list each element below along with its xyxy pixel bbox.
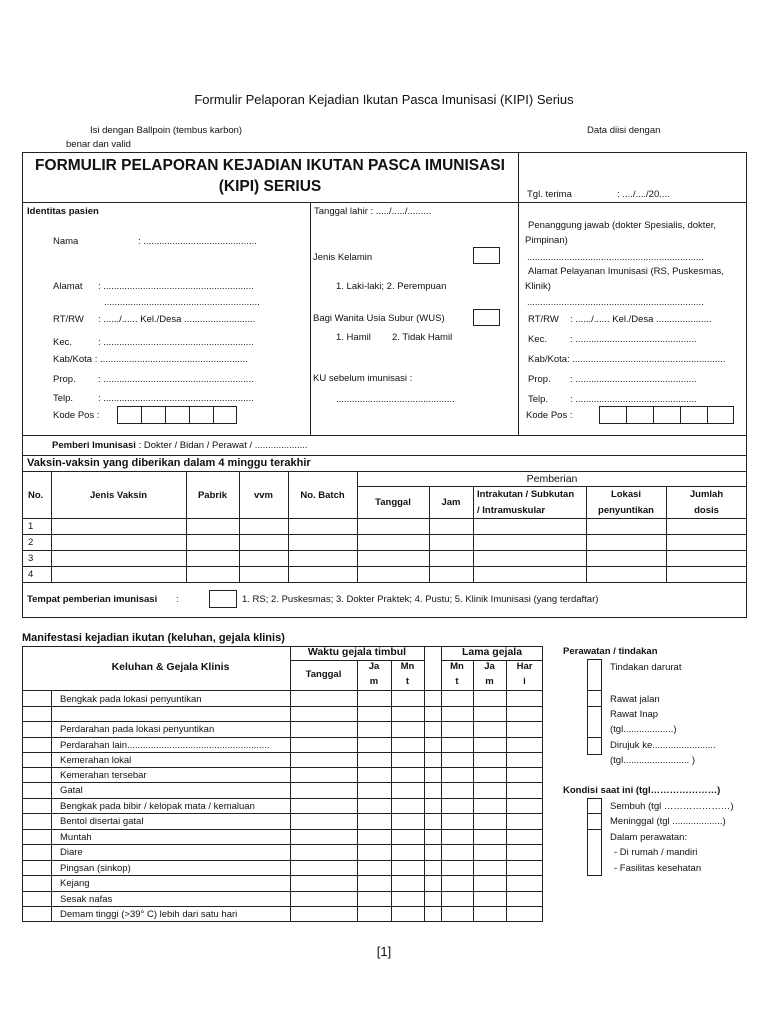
alamat-label: Alamat (53, 281, 83, 292)
pemberi-label: Pemberi Imunisasi (52, 440, 136, 451)
lama-header: Lama gejala (461, 646, 523, 658)
symptom-item: Pingsan (sinkop) (60, 863, 131, 874)
kec-field[interactable]: : ......................................................... (98, 337, 254, 348)
telp-field[interactable]: : ......................................................... (98, 393, 254, 404)
rtrw-field[interactable]: : ....../...... Kel./Desa ........................... (98, 314, 256, 325)
wus-option-hamil: 1. Hamil (336, 332, 371, 343)
note-valid: benar dan valid (66, 139, 131, 150)
kondisi-item: Meninggal (tgl ...................) (610, 816, 726, 827)
pemberi-row (52, 440, 308, 451)
vaksin-row-no: 2 (28, 537, 34, 548)
vaksin-row-no: 1 (28, 521, 34, 532)
kondisi-item: - Di rumah / mandiri (614, 847, 698, 858)
form-title-line1: FORMULIR PELAPORAN KEJADIAN IKUTAN PASCA IMUNISASI (35, 157, 505, 174)
r-rtrw-field[interactable]: : ....../...... Kel./Desa ..................... (570, 314, 712, 325)
r-telp-field[interactable]: : .............................................. (570, 394, 697, 405)
perawatan-item: Dirujuk ke........................ (610, 740, 716, 751)
jenis-kelamin-label: Jenis Kelamin (313, 252, 373, 263)
kondisi-item: Sembuh (tgl …………………) (610, 801, 734, 812)
page-title: Formulir Pelaporan Kejadian Ikutan Pasca Imunisasi (KIPI) Serius (194, 92, 574, 107)
col-jumlah-line1: Jumlah (689, 489, 724, 500)
symptom-item: Kemerahan lokal (60, 755, 132, 766)
nama-field[interactable]: : ........................................... (138, 236, 257, 247)
m-col-mnt-2: t (405, 676, 410, 687)
note-ballpoint: Isi dengan Ballpoin (tembus karbon) (90, 125, 243, 136)
r-prop-field[interactable]: : .............................................. (570, 374, 697, 385)
alamat-field[interactable]: : ......................................................... (98, 281, 254, 292)
r-telp-label: Telp. (528, 394, 549, 405)
symptom-item: Sesak nafas (60, 894, 113, 905)
tempat-box[interactable] (209, 590, 237, 608)
tgl-terima-label: Tgl. terima (527, 189, 572, 200)
symptom-item: Bengkak pada lokasi penyuntikan (60, 694, 202, 705)
telp-label: Telp. (53, 393, 74, 404)
perawatan-item: Tindakan darurat (610, 662, 682, 673)
r-kec-field[interactable]: : .............................................. (570, 334, 697, 345)
rtrw-label: RT/RW (53, 314, 84, 325)
col-intra-line1: Intrakutan / Subkutan (477, 489, 575, 500)
symptom-item: Bengkak pada bibir / kelopak mata / kemaluan (60, 801, 255, 812)
wus-box[interactable] (473, 309, 500, 326)
col-lokasi-line2: penyuntikan (598, 505, 654, 516)
r-kec-label: Kec. (528, 334, 548, 345)
jenis-kelamin-options: 1. Laki-laki; 2. Perempuan (336, 281, 447, 292)
note-data-diisi: Data diisi dengan (587, 125, 661, 136)
r-kabkota-field[interactable]: Kab/Kota: .......................................................... (528, 354, 726, 365)
prop-label: Prop. (53, 374, 76, 385)
col-no-batch: No. Batch (300, 490, 345, 501)
wus-label: Bagi Wanita Usia Subur (WUS) (313, 313, 445, 324)
penanggung-label: Penanggung jawab (dokter Spesialis, dokter, (528, 220, 717, 231)
pemberi-field[interactable]: : Dokter / Bidan / Perawat / .................... (135, 440, 308, 451)
patient-heading: Identitas pasien (27, 206, 99, 217)
perawatan-checkbox-column[interactable] (587, 659, 602, 755)
penanggung-field[interactable]: ................................................................... (527, 252, 704, 263)
col-no: No. (28, 490, 44, 501)
l-col-mnt-1: Mn (450, 661, 464, 672)
kabkota-field[interactable]: Kab/Kota : ........................................................ (53, 354, 248, 365)
alamat-pelayanan-label-2: Klinik) (525, 281, 551, 292)
kondisi-checkbox-column[interactable] (587, 798, 602, 876)
prop-field[interactable]: : ......................................................... (98, 374, 254, 385)
perawatan-item: Rawat Inap (610, 709, 659, 720)
symptom-item: Gatal (60, 785, 83, 796)
col-jumlah-line2: dosis (694, 505, 719, 516)
r-kodepos-label: Kode Pos : (526, 410, 573, 421)
alamat-pelayanan-label: Alamat Pelayanan Imunisasi (RS, Puskesmas, (528, 266, 724, 277)
kondisi-item: Dalam perawatan: (610, 832, 688, 843)
vaksin-heading: Vaksin-vaksin yang diberikan dalam 4 minggu terakhir (27, 457, 311, 469)
col-jenis-vaksin: Jenis Vaksin (89, 490, 148, 501)
m-col-tanggal: Tanggal (305, 669, 342, 680)
pemberian-header: Pemberian (526, 473, 578, 485)
l-col-hari-2: i (523, 676, 526, 687)
symptom-item: Perdarahan lain...................................................... (60, 740, 270, 751)
l-col-jam-1: Ja (484, 661, 495, 672)
col-intra-line2: / Intramuskular (477, 505, 546, 516)
symptom-item: Muntah (60, 832, 92, 843)
r-rtrw-label: RT/RW (528, 314, 559, 325)
tgl-terima-field[interactable]: : ..../..../20.... (617, 189, 670, 200)
wus-option-tidak-hamil: 2. Tidak Hamil (392, 332, 453, 343)
kondisi-item: - Fasilitas kesehatan (614, 863, 702, 874)
manifestasi-heading: Manifestasi kejadian ikutan (keluhan, gejala klinis) (22, 632, 285, 644)
kondisi-heading: Kondisi saat ini (tgl…………………) (563, 785, 721, 796)
alamat-field-2[interactable]: ........................................................... (104, 297, 260, 308)
perawatan-item: (tgl...................) (610, 724, 677, 735)
col-vvm: vvm (253, 490, 273, 501)
symptom-item: Diare (60, 847, 83, 858)
form-title-line2: (KIPI) SERIUS (218, 178, 322, 195)
l-col-mnt-2: t (455, 676, 459, 687)
tempat-label: Tempat pemberian imunisasi (27, 594, 158, 605)
kodepos-boxes[interactable] (117, 406, 237, 424)
tempat-options: 1. RS; 2. Puskesmas; 3. Dokter Praktek; 4. Pustu; 5. Klinik Imunisasi (yang terdaftar) (242, 594, 599, 605)
col-jam: Jam (441, 497, 461, 508)
l-col-jam-2: m (485, 676, 494, 687)
symptom-item: Kejang (60, 878, 90, 889)
perawatan-item: Rawat jalan (610, 694, 660, 705)
alamat-pelayanan-field[interactable]: ................................................................... (527, 297, 704, 308)
page-number: [1] (376, 944, 392, 959)
nama-label: Nama (53, 236, 79, 247)
l-col-hari-1: Har (516, 661, 533, 672)
symptom-item: Kemerahan tersebar (60, 770, 147, 781)
m-col-mnt-1: Mn (400, 661, 415, 672)
kec-label: Kec. (53, 337, 73, 348)
ku-field[interactable]: ............................................. (336, 394, 455, 405)
penanggung-label-2: Pimpinan) (525, 235, 568, 246)
vaksin-row-no: 3 (28, 553, 34, 564)
waktu-header: Waktu gejala timbul (307, 646, 407, 658)
r-kodepos-boxes[interactable] (599, 406, 734, 424)
perawatan-item: (tgl......................... ) (610, 755, 695, 766)
m-col-jam-1: Ja (368, 661, 380, 672)
col-tanggal: Tanggal (375, 497, 411, 508)
col-lokasi-line1: Lokasi (610, 489, 642, 500)
perawatan-heading: Perawatan / tindakan (563, 646, 658, 657)
tanggal-lahir-field[interactable]: Tanggal lahir : ...../...../......... (314, 206, 432, 217)
r-prop-label: Prop. (528, 374, 551, 385)
col-keluhan: Keluhan & Gejala Klinis (111, 661, 230, 673)
manifestasi-table (22, 646, 543, 922)
tempat-colon: : (176, 594, 179, 605)
col-pabrik: Pabrik (197, 490, 228, 501)
symptom-item: Bentol disertai gatal (60, 816, 144, 827)
m-col-jam-2: m (369, 676, 379, 687)
kodepos-label: Kode Pos : (53, 410, 100, 421)
symptom-item: Perdarahan pada lokasi penyuntikan (60, 724, 215, 735)
vaksin-row-no: 4 (28, 569, 34, 580)
symptom-item: Demam tinggi (>39° C) lebih dari satu hari (60, 909, 238, 920)
jenis-kelamin-box[interactable] (473, 247, 500, 264)
ku-label: KU sebelum imunisasi : (313, 373, 413, 384)
